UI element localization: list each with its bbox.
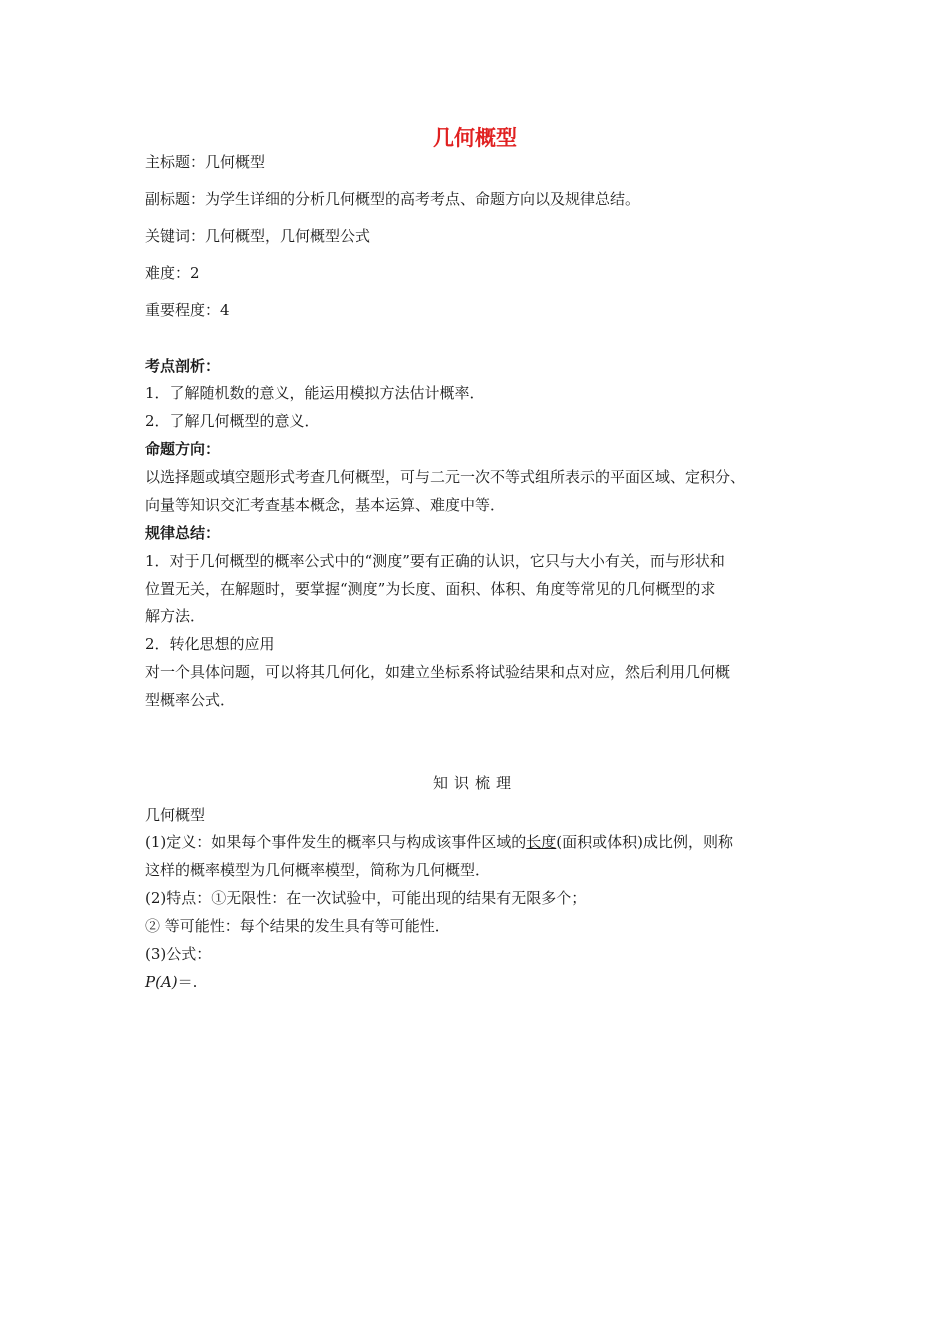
summary-line: 对一个具体问题，可以将其几何化，如建立坐标系将试验结果和点对应，然后利用几何概 — [145, 663, 731, 681]
document-title: 几何概型 — [433, 126, 517, 150]
definition-line-2: 这样的概率模型为几何概率模型，简称为几何概型． — [145, 861, 491, 879]
summary-line: 1．对于几何概型的概率公式中的“测度”要有正确的认识，它只与大小有关，而与形状和 — [145, 552, 725, 570]
knowledge-heading: 知识梳理 — [432, 774, 517, 792]
formula-expression: P(A) — [145, 973, 178, 991]
exam-point-item: 2．了解几何概型的意义． — [145, 412, 320, 430]
summary-line: 位置无关，在解题时，要掌握“测度”为长度、面积、体积、角度等常见的几何概型的求 — [145, 580, 716, 598]
formula-label: (3)公式： — [145, 945, 212, 963]
exam-points-heading: 考点剖析： — [145, 357, 221, 375]
exam-point-item: 1．了解随机数的意义，能运用模拟方法估计概率． — [145, 384, 485, 402]
importance-line: 重要程度：4 — [145, 301, 230, 319]
direction-heading: 命题方向： — [145, 440, 221, 458]
difficulty-line: 难度：2 — [145, 264, 200, 282]
definition-line — [145, 831, 825, 853]
keywords-line: 关键词：几何概型，几何概型公式 — [145, 227, 371, 245]
definition-suffix: (面积或体积)成比例，则称 — [556, 833, 733, 851]
summary-heading: 规律总结： — [145, 524, 221, 542]
feature-line-2: ② 等可能性：每个结果的发生具有等可能性． — [145, 917, 450, 935]
direction-line: 以选择题或填空题形式考查几何概型，可与二元一次不等式组所表示的平面区域、定积分、 — [145, 468, 746, 486]
main-title-line: 主标题：几何概型 — [145, 153, 266, 171]
knowledge-topic: 几何概型 — [145, 806, 206, 824]
formula-line — [145, 971, 825, 993]
formula-rest: ＝. — [177, 973, 198, 991]
feature-line-1: (2)特点：①无限性：在一次试验中，可能出现的结果有无限多个； — [145, 889, 587, 907]
summary-line: 2．转化思想的应用 — [145, 635, 275, 653]
definition-prefix: (1)定义：如果每个事件发生的概率只与构成该事件区域的 — [145, 833, 527, 851]
summary-line: 型概率公式． — [145, 691, 236, 709]
summary-line: 解方法． — [145, 607, 206, 625]
definition-underlined-term: 长度 — [526, 833, 557, 851]
direction-line: 向量等知识交汇考查基本概念，基本运算、难度中等． — [145, 496, 506, 514]
subtitle-line: 副标题：为学生详细的分析几何概型的高考考点、命题方向以及规律总结。 — [145, 190, 641, 208]
